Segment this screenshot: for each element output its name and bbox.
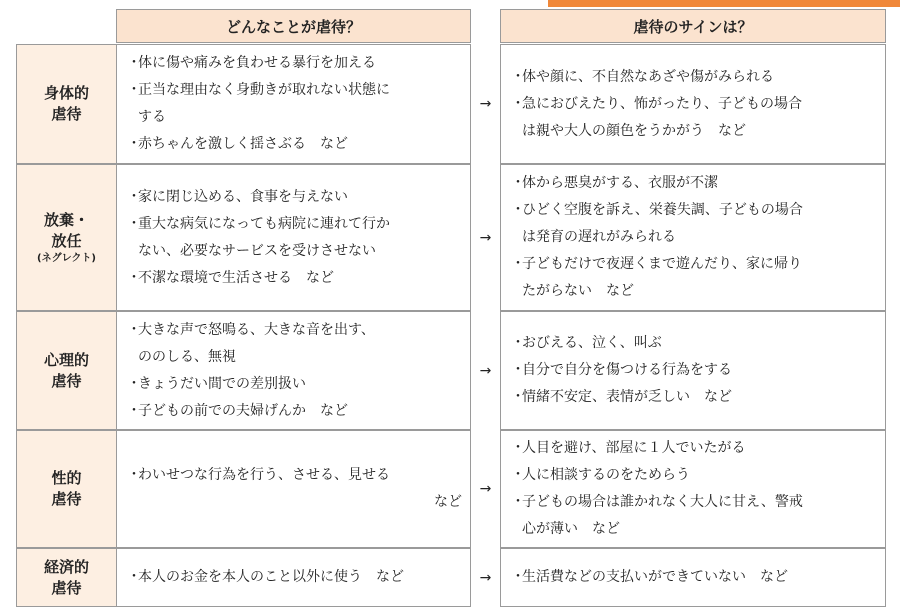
list-item (511, 64, 881, 91)
list-item (511, 462, 881, 489)
right-arrow-icon: → (479, 362, 492, 379)
list-item-text: 体に傷や痛みを負わせる暴行を加える (138, 55, 376, 71)
list-item (127, 104, 462, 131)
right-arrow-icon: → (479, 229, 492, 246)
category-cell (16, 430, 117, 548)
list-item-text: は発育の遅れがみられる (522, 229, 676, 245)
abuse-description-cell (116, 311, 471, 430)
list-item-text: わいせつな行為を行う、させる、見せる (138, 467, 390, 483)
list-item (511, 118, 881, 145)
list-item (127, 265, 462, 292)
bullet-mark: ・ (511, 569, 525, 585)
abuse-description-cell (116, 44, 471, 164)
list-item (127, 371, 462, 398)
list-item (127, 398, 462, 425)
bullet-mark: ・ (127, 82, 141, 98)
abuse-description-cell (116, 430, 471, 548)
list-item (511, 489, 881, 516)
bullet-mark: ・ (127, 321, 141, 338)
list-item-text: 家に閉じ込める、食事を与えない (138, 188, 348, 205)
category-label: 虐待 (51, 578, 82, 597)
list-item-text: 本人のお金を本人のこと以外に使う など (138, 569, 404, 585)
bullet-mark: ・ (127, 55, 141, 71)
bullet-mark: ・ (511, 175, 525, 191)
category-label: 心理的 (43, 350, 89, 369)
bullet-mark: ・ (127, 215, 141, 232)
list-item (511, 384, 881, 411)
list-item-text: 自分で自分を傷つける行為をする (522, 362, 732, 378)
list-item (511, 330, 881, 357)
category-label: 放任 (51, 231, 82, 250)
list-item-text: 正当な理由なく身動きが取れない状態に (138, 82, 390, 98)
abuse-description-cell (116, 548, 471, 607)
list-item-text: 人目を避け、部屋に１人でいたがる (522, 440, 746, 456)
list-item-text: 不潔な環境で生活させる など (138, 269, 334, 286)
list-item-text: 重大な病気になっても病院に連れて行か (138, 215, 390, 232)
abuse-description-cell (116, 164, 471, 311)
list-item (127, 317, 462, 344)
category-cell (16, 311, 117, 430)
category-label: 虐待 (51, 490, 82, 508)
category-sublabel: (ネグレクト) (37, 252, 96, 264)
list-item-text: 子どもの場合は誰かれなく大人に甘え、警戒 (522, 494, 803, 510)
list-item (511, 170, 881, 197)
list-item (127, 131, 462, 158)
list-item-text: 体や顔に、不自然なあざや傷がみられる (522, 68, 774, 85)
list-item (127, 462, 462, 489)
list-item-text: たがらない など (522, 283, 634, 299)
bullet-mark: ・ (127, 188, 141, 205)
bullet-mark: ・ (127, 269, 141, 286)
category-label: 虐待 (51, 371, 82, 390)
bullet-mark: ・ (127, 467, 141, 483)
abuse-signs-cell (500, 311, 886, 430)
list-item (127, 238, 462, 265)
bullet-mark: ・ (511, 389, 525, 405)
bullet-mark: ・ (127, 375, 141, 392)
category-cell (16, 44, 117, 164)
list-item (511, 224, 881, 251)
right-arrow-icon: → (479, 481, 492, 497)
bullet-mark: ・ (511, 494, 525, 510)
list-item-text: 赤ちゃんを激しく揺さぶる など (138, 136, 348, 152)
bullet-mark: ・ (127, 136, 141, 152)
bullet-mark: ・ (511, 202, 525, 218)
abuse-signs-cell (500, 430, 886, 548)
bullet-mark: ・ (511, 335, 525, 351)
abuse-signs-cell (500, 164, 886, 311)
abuse-signs-cell (500, 44, 886, 164)
list-item (511, 251, 881, 278)
list-item (511, 564, 881, 591)
bullet-mark: ・ (511, 467, 525, 483)
category-label: 放棄・ (43, 210, 89, 229)
list-item (511, 435, 881, 462)
list-item-text: ない、必要なサービスを受けさせない (138, 242, 376, 259)
category-label: 虐待 (51, 105, 82, 123)
list-item (127, 344, 462, 371)
list-item-text: ひどく空腹を訴え、栄養失調、子どもの場合 (522, 202, 803, 218)
right-arrow-icon: → (479, 96, 492, 112)
bullet-mark: ・ (511, 362, 525, 378)
abuse-signs-cell (500, 548, 886, 607)
list-item-text: 子どもの前での夫婦げんか など (138, 402, 348, 419)
bullet-mark: ・ (127, 402, 141, 419)
list-item-text: 情緒不安定、表情が乏しい など (522, 389, 732, 405)
list-item-text: 子どもだけで夜遅くまで遊んだり、家に帰り (522, 256, 802, 272)
list-item-text: きょうだい間での差別扱い (138, 375, 306, 392)
list-item-text: 大きな声で怒鳴る、大きな音を出す、 (138, 321, 375, 338)
list-item (127, 184, 462, 211)
bullet-mark: ・ (511, 68, 525, 85)
bullet-mark: ・ (511, 256, 525, 272)
list-item-text: 急におびえたり、怖がったり、子どもの場合 (522, 95, 802, 112)
list-item-text: ののしる、無視 (138, 348, 236, 365)
list-item-text: など (434, 494, 462, 510)
list-item-text: おびえる、泣く、叫ぶ (522, 335, 662, 351)
list-item (511, 197, 881, 224)
category-label: 経済的 (43, 557, 89, 576)
list-item (127, 50, 462, 77)
list-item (127, 77, 462, 104)
header-what-is-abuse: どんなことが虐待？ (116, 9, 471, 43)
list-item-text: 生活費などの支払いができていない など (522, 569, 788, 585)
list-item (511, 357, 881, 384)
list-item (511, 516, 881, 543)
list-item-text: 人に相談するのをためらう (522, 467, 690, 483)
list-item (127, 489, 462, 516)
list-item-text: 心が薄い など (522, 521, 620, 537)
list-item-text: する (138, 109, 166, 125)
category-cell (16, 164, 117, 311)
category-cell (16, 548, 117, 607)
list-item (127, 564, 462, 591)
right-arrow-icon: → (479, 569, 492, 586)
list-item (511, 91, 881, 118)
list-item-text: は親や大人の顔色をうかがう など (522, 122, 746, 139)
bullet-mark: ・ (511, 95, 525, 112)
category-label: 身体的 (43, 84, 89, 102)
corner-accent-bar (548, 0, 900, 7)
list-item (127, 211, 462, 238)
category-label: 性的 (51, 469, 82, 487)
list-item-text: 体から悪臭がする、衣服が不潔 (522, 175, 718, 191)
bullet-mark: ・ (127, 569, 141, 585)
header-abuse-signs: 虐待のサインは？ (500, 9, 886, 43)
bullet-mark: ・ (511, 440, 525, 456)
list-item (511, 278, 881, 305)
